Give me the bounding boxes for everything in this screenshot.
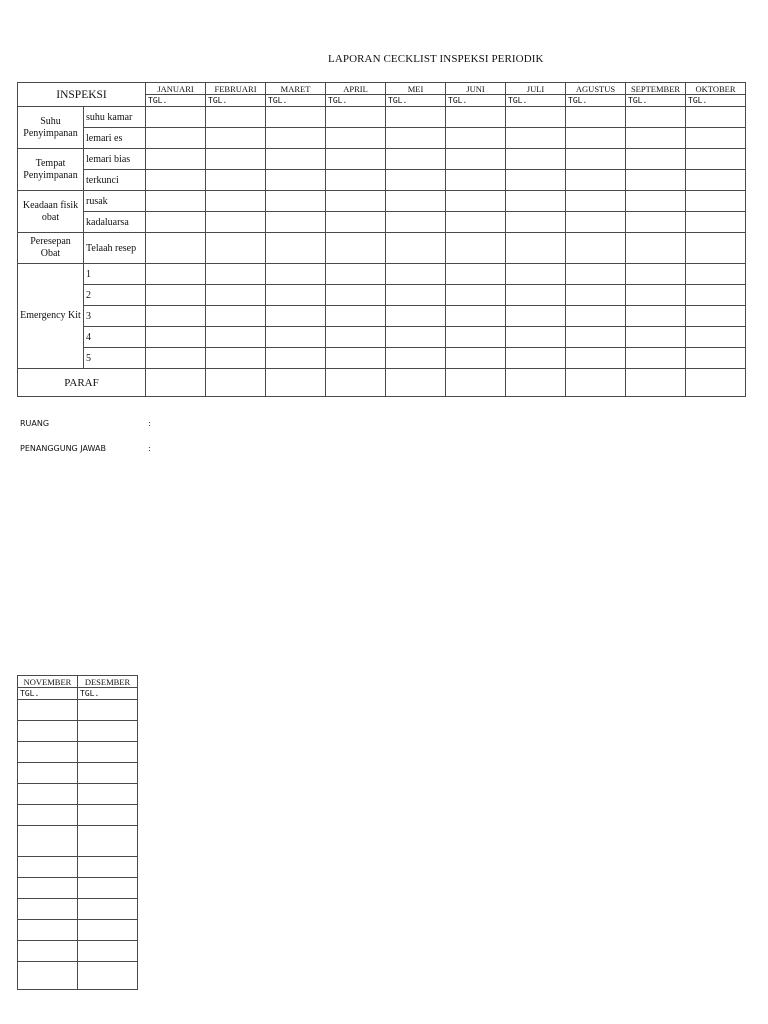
check-cell[interactable] xyxy=(266,264,326,285)
check-cell[interactable] xyxy=(206,327,266,348)
check-cell[interactable] xyxy=(326,285,386,306)
check-cell[interactable] xyxy=(626,264,686,285)
check-cell[interactable] xyxy=(326,306,386,327)
check-cell[interactable] xyxy=(146,149,206,170)
table-row xyxy=(18,700,138,721)
check-cell[interactable] xyxy=(78,784,138,805)
check-cell[interactable] xyxy=(686,212,746,233)
inspection-table xyxy=(17,82,746,397)
paraf-cell[interactable] xyxy=(206,369,266,397)
paraf-cell[interactable] xyxy=(146,369,206,397)
category-label: Peresepan Obat xyxy=(18,233,84,264)
check-cell[interactable] xyxy=(266,233,326,264)
check-cell[interactable] xyxy=(626,107,686,128)
check-cell[interactable] xyxy=(18,826,78,857)
check-cell[interactable] xyxy=(506,212,566,233)
table-row xyxy=(18,721,138,742)
check-cell[interactable] xyxy=(78,721,138,742)
check-cell[interactable] xyxy=(146,107,206,128)
tgl-label: TGL. xyxy=(446,95,506,107)
item-label: rusak xyxy=(84,191,146,212)
check-cell[interactable] xyxy=(146,285,206,306)
table-row xyxy=(18,805,138,826)
paraf-cell[interactable] xyxy=(326,369,386,397)
paraf-cell[interactable] xyxy=(626,369,686,397)
table-row xyxy=(18,878,138,899)
check-cell[interactable] xyxy=(686,306,746,327)
check-cell[interactable] xyxy=(386,285,446,306)
check-cell[interactable] xyxy=(18,742,78,763)
check-cell[interactable] xyxy=(326,191,386,212)
check-cell[interactable] xyxy=(506,264,566,285)
check-cell[interactable] xyxy=(506,285,566,306)
check-cell[interactable] xyxy=(566,128,626,149)
check-cell[interactable] xyxy=(446,128,506,149)
page-title: LAPORAN CECKLIST INSPEKSI PERIODIK xyxy=(328,53,544,65)
check-cell[interactable] xyxy=(146,348,206,369)
paraf-cell[interactable] xyxy=(18,962,78,990)
check-cell[interactable] xyxy=(686,107,746,128)
check-cell[interactable] xyxy=(266,306,326,327)
check-cell[interactable] xyxy=(446,107,506,128)
month-header: APRIL xyxy=(326,83,386,95)
tgl-label: TGL. xyxy=(78,688,138,700)
check-cell[interactable] xyxy=(18,763,78,784)
month-header: NOVEMBER xyxy=(18,676,78,688)
check-cell[interactable] xyxy=(506,149,566,170)
check-cell[interactable] xyxy=(78,700,138,721)
check-cell[interactable] xyxy=(686,233,746,264)
table-row xyxy=(18,899,138,920)
item-label: 1 xyxy=(84,264,146,285)
check-cell[interactable] xyxy=(566,107,626,128)
tgl-label: TGL. xyxy=(266,95,326,107)
check-cell[interactable] xyxy=(506,348,566,369)
check-cell[interactable] xyxy=(18,784,78,805)
check-cell[interactable] xyxy=(18,805,78,826)
category-label: Tempat Penyimpanan xyxy=(18,149,84,191)
check-cell[interactable] xyxy=(386,327,446,348)
item-label: 5 xyxy=(84,348,146,369)
check-cell[interactable] xyxy=(686,128,746,149)
ruang-colon: : xyxy=(148,419,151,428)
check-cell[interactable] xyxy=(18,920,78,941)
check-cell[interactable] xyxy=(446,233,506,264)
penanggung-jawab-label: PENANGGUNG JAWAB xyxy=(20,444,106,453)
check-cell[interactable] xyxy=(146,233,206,264)
check-cell[interactable] xyxy=(206,191,266,212)
item-label: 2 xyxy=(84,285,146,306)
check-cell[interactable] xyxy=(446,348,506,369)
check-cell[interactable] xyxy=(566,327,626,348)
tgl-label: TGL. xyxy=(506,95,566,107)
check-cell[interactable] xyxy=(626,348,686,369)
check-cell[interactable] xyxy=(566,191,626,212)
check-cell[interactable] xyxy=(626,327,686,348)
check-cell[interactable] xyxy=(686,264,746,285)
check-cell[interactable] xyxy=(566,170,626,191)
check-cell[interactable] xyxy=(78,742,138,763)
check-cell[interactable] xyxy=(326,107,386,128)
check-cell[interactable] xyxy=(566,348,626,369)
check-cell[interactable] xyxy=(386,306,446,327)
table-row xyxy=(18,233,746,264)
check-cell[interactable] xyxy=(18,700,78,721)
check-cell[interactable] xyxy=(206,285,266,306)
check-cell[interactable] xyxy=(626,285,686,306)
table-row xyxy=(18,107,746,128)
table-row xyxy=(18,348,746,369)
check-cell[interactable] xyxy=(18,857,78,878)
check-cell[interactable] xyxy=(626,170,686,191)
table-row xyxy=(18,212,746,233)
check-cell[interactable] xyxy=(506,327,566,348)
check-cell[interactable] xyxy=(206,264,266,285)
check-cell[interactable] xyxy=(626,306,686,327)
check-cell[interactable] xyxy=(386,233,446,264)
paraf-cell[interactable] xyxy=(266,369,326,397)
check-cell[interactable] xyxy=(506,107,566,128)
check-cell[interactable] xyxy=(446,170,506,191)
penanggung-jawab-field xyxy=(20,444,151,453)
check-cell[interactable] xyxy=(566,306,626,327)
check-cell[interactable] xyxy=(326,327,386,348)
check-cell[interactable] xyxy=(266,212,326,233)
table-row xyxy=(18,763,138,784)
check-cell[interactable] xyxy=(506,233,566,264)
check-cell[interactable] xyxy=(78,805,138,826)
check-cell[interactable] xyxy=(206,212,266,233)
ruang-field xyxy=(20,419,151,428)
check-cell[interactable] xyxy=(78,878,138,899)
check-cell[interactable] xyxy=(18,899,78,920)
table-row xyxy=(18,327,746,348)
check-cell[interactable] xyxy=(506,306,566,327)
header-months-row xyxy=(18,83,746,95)
check-cell[interactable] xyxy=(206,348,266,369)
check-cell[interactable] xyxy=(686,170,746,191)
item-label: kadaluarsa xyxy=(84,212,146,233)
paraf-row xyxy=(18,369,746,397)
tgl-label: TGL. xyxy=(326,95,386,107)
item-label: 3 xyxy=(84,306,146,327)
item-label: terkunci xyxy=(84,170,146,191)
paraf-row xyxy=(18,962,138,990)
penanggung-jawab-colon: : xyxy=(148,444,151,453)
item-label: 4 xyxy=(84,327,146,348)
check-cell[interactable] xyxy=(206,233,266,264)
table-row xyxy=(18,941,138,962)
tgl-label: TGL. xyxy=(18,688,78,700)
check-cell[interactable] xyxy=(266,170,326,191)
paraf-cell[interactable] xyxy=(78,962,138,990)
tgl-label: TGL. xyxy=(626,95,686,107)
check-cell[interactable] xyxy=(626,128,686,149)
check-cell[interactable] xyxy=(626,149,686,170)
item-label: lemari bias xyxy=(84,149,146,170)
check-cell[interactable] xyxy=(566,264,626,285)
table-row xyxy=(18,742,138,763)
check-cell[interactable] xyxy=(326,128,386,149)
check-cell[interactable] xyxy=(506,191,566,212)
check-cell[interactable] xyxy=(78,941,138,962)
check-cell[interactable] xyxy=(266,285,326,306)
check-cell[interactable] xyxy=(206,128,266,149)
check-cell[interactable] xyxy=(446,306,506,327)
check-cell[interactable] xyxy=(386,170,446,191)
table-row xyxy=(18,264,746,285)
inspection-table-continued xyxy=(17,675,138,990)
header-months-row xyxy=(18,676,138,688)
tgl-label: TGL. xyxy=(206,95,266,107)
check-cell[interactable] xyxy=(686,327,746,348)
month-header: MEI xyxy=(386,83,446,95)
check-cell[interactable] xyxy=(266,191,326,212)
check-cell[interactable] xyxy=(686,149,746,170)
check-cell[interactable] xyxy=(206,306,266,327)
check-cell[interactable] xyxy=(686,285,746,306)
check-cell[interactable] xyxy=(206,149,266,170)
check-cell[interactable] xyxy=(386,212,446,233)
check-cell[interactable] xyxy=(326,348,386,369)
tgl-label: TGL. xyxy=(386,95,446,107)
check-cell[interactable] xyxy=(446,285,506,306)
check-cell[interactable] xyxy=(626,212,686,233)
check-cell[interactable] xyxy=(266,327,326,348)
check-cell[interactable] xyxy=(566,212,626,233)
check-cell[interactable] xyxy=(686,348,746,369)
category-label: Suhu Penyimpanan xyxy=(18,107,84,149)
check-cell[interactable] xyxy=(266,128,326,149)
table-row xyxy=(18,857,138,878)
check-cell[interactable] xyxy=(206,107,266,128)
table-row xyxy=(18,285,746,306)
check-cell[interactable] xyxy=(78,857,138,878)
check-cell[interactable] xyxy=(386,348,446,369)
check-cell[interactable] xyxy=(326,233,386,264)
paraf-cell[interactable] xyxy=(386,369,446,397)
table-row xyxy=(18,191,746,212)
check-cell[interactable] xyxy=(386,264,446,285)
check-cell[interactable] xyxy=(78,826,138,857)
table-row xyxy=(18,784,138,805)
check-cell[interactable] xyxy=(326,149,386,170)
check-cell[interactable] xyxy=(326,170,386,191)
check-cell[interactable] xyxy=(446,327,506,348)
tgl-label: TGL. xyxy=(566,95,626,107)
paraf-cell[interactable] xyxy=(686,369,746,397)
check-cell[interactable] xyxy=(266,348,326,369)
table-row xyxy=(18,306,746,327)
item-label: suhu kamar xyxy=(84,107,146,128)
table-row xyxy=(18,128,746,149)
check-cell[interactable] xyxy=(506,170,566,191)
check-cell[interactable] xyxy=(266,107,326,128)
month-header: JANUARI xyxy=(146,83,206,95)
paraf-cell[interactable] xyxy=(446,369,506,397)
check-cell[interactable] xyxy=(506,128,566,149)
check-cell[interactable] xyxy=(146,128,206,149)
paraf-label: PARAF xyxy=(18,369,146,397)
month-header: MARET xyxy=(266,83,326,95)
check-cell[interactable] xyxy=(446,191,506,212)
check-cell[interactable] xyxy=(446,212,506,233)
check-cell[interactable] xyxy=(686,191,746,212)
table-row xyxy=(18,826,138,857)
check-cell[interactable] xyxy=(386,128,446,149)
check-cell[interactable] xyxy=(18,721,78,742)
month-header: SEPTEMBER xyxy=(626,83,686,95)
check-cell[interactable] xyxy=(386,149,446,170)
check-cell[interactable] xyxy=(566,233,626,264)
check-cell[interactable] xyxy=(18,941,78,962)
table-row xyxy=(18,170,746,191)
check-cell[interactable] xyxy=(146,170,206,191)
check-cell[interactable] xyxy=(566,285,626,306)
check-cell[interactable] xyxy=(386,107,446,128)
month-header: JULI xyxy=(506,83,566,95)
item-label: lemari es xyxy=(84,128,146,149)
check-cell[interactable] xyxy=(326,212,386,233)
tgl-label: TGL. xyxy=(146,95,206,107)
month-header: FEBRUARI xyxy=(206,83,266,95)
check-cell[interactable] xyxy=(626,191,686,212)
check-cell[interactable] xyxy=(78,920,138,941)
item-label: Telaah resep xyxy=(84,233,146,264)
category-label: Emergency Kit xyxy=(18,264,84,369)
ruang-label: RUANG xyxy=(20,419,50,428)
check-cell[interactable] xyxy=(18,878,78,899)
header-tgl-row xyxy=(18,688,138,700)
check-cell[interactable] xyxy=(326,264,386,285)
month-header: OKTOBER xyxy=(686,83,746,95)
check-cell[interactable] xyxy=(78,763,138,784)
paraf-cell[interactable] xyxy=(566,369,626,397)
inspeksi-header: INSPEKSI xyxy=(18,83,146,107)
check-cell[interactable] xyxy=(146,327,206,348)
table-row xyxy=(18,149,746,170)
paraf-cell[interactable] xyxy=(506,369,566,397)
tgl-label: TGL. xyxy=(686,95,746,107)
check-cell[interactable] xyxy=(446,149,506,170)
check-cell[interactable] xyxy=(566,149,626,170)
check-cell[interactable] xyxy=(266,149,326,170)
check-cell[interactable] xyxy=(386,191,446,212)
check-cell[interactable] xyxy=(206,170,266,191)
check-cell[interactable] xyxy=(626,233,686,264)
month-header: AGUSTUS xyxy=(566,83,626,95)
check-cell[interactable] xyxy=(146,264,206,285)
check-cell[interactable] xyxy=(146,306,206,327)
check-cell[interactable] xyxy=(146,191,206,212)
month-header: JUNI xyxy=(446,83,506,95)
check-cell[interactable] xyxy=(78,899,138,920)
check-cell[interactable] xyxy=(146,212,206,233)
category-label: Keadaan fisik obat xyxy=(18,191,84,233)
table-row xyxy=(18,920,138,941)
check-cell[interactable] xyxy=(446,264,506,285)
month-header: DESEMBER xyxy=(78,676,138,688)
